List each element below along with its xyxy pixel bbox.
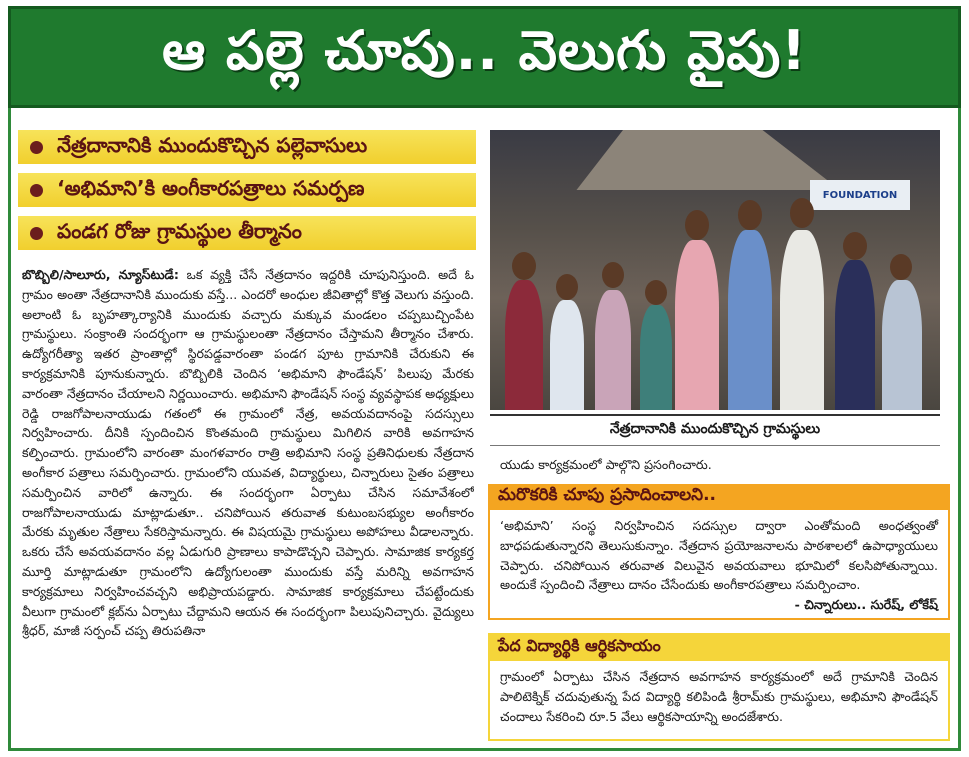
sidebar-heading-text: మరొకరికి చూపు ప్రసాదించాలని..	[498, 485, 716, 505]
person-head	[645, 280, 667, 305]
headline-banner	[8, 6, 961, 108]
sidebar-signature: - చిన్నారులు.. సురేష్, లోకేష్	[794, 597, 938, 613]
sidebar-heading-orange	[488, 484, 950, 510]
person-figure	[595, 290, 631, 410]
article-body-column	[22, 265, 474, 743]
person-figure	[675, 240, 719, 410]
photo-caption: నేత్రదానానికి ముందుకొచ్చిన గ్రామస్థులు	[490, 414, 940, 446]
person-figure	[882, 280, 922, 410]
person-head	[556, 274, 578, 300]
dateline: బొబ్బిలి/సాలూరు, న్యూస్‌టుడే:	[22, 267, 179, 282]
person-head	[512, 252, 536, 280]
person-head	[790, 198, 814, 228]
person-figure	[835, 260, 875, 410]
bullet-dot-icon	[30, 141, 43, 154]
person-figure	[728, 230, 772, 410]
person-figure	[640, 305, 672, 410]
bullet-item	[18, 216, 476, 250]
person-head	[602, 262, 624, 288]
person-head	[890, 254, 912, 280]
person-head	[685, 210, 709, 240]
bullet-item	[18, 173, 476, 207]
bullet-text: పండగ రోజు గ్రామస్థుల తీర్మానం	[57, 218, 302, 243]
article-paragraph	[22, 265, 474, 641]
person-figure	[505, 280, 543, 410]
building-roof	[530, 130, 840, 190]
foundation-sign: FOUNDATION	[810, 180, 910, 210]
news-photo	[490, 130, 940, 410]
bullet-text: ‘అభిమాని’కి అంగీకారపత్రాలు సమర్పణ	[57, 175, 365, 200]
sidebar-heading-yellow	[488, 633, 950, 661]
sidebar-heading-text: పేద విద్యార్థికి ఆర్థికసాయం	[498, 635, 661, 655]
person-figure	[780, 230, 824, 410]
person-head	[843, 232, 867, 260]
article-continued: యుడు కార్యక్రమంలో పాల్గొని ప్రసంగించారు.	[500, 457, 712, 472]
sidebar-body: గ్రామంలో ఏర్పాటు చేసిన నేత్రదాన అవగాహన కార్యక్రమంలో అదే గ్రామానికి చెందిన పాలిటెక్నిక్ చదువుతున్న పేద విద్యార్థి కలిపిండి శ్రీరామ్‌కు గ్రామస్థులు, అభిమాని ఫౌండేషన్ చందాలు సేకరించి రూ.5 వేలు ఆర్థికసాయాన్ని అందజేశారు.	[500, 669, 938, 724]
person-head	[738, 200, 762, 230]
bullet-list	[18, 130, 476, 259]
sidebar-body: ‘అభిమాని’ సంస్థ నిర్వహించిన సదస్సుల ద్వారా ఎంతోమంది అంధత్వంతో బాధపడుతున్నారని తెలుసుకున్నాం. నేత్రదాన ప్రయోజనాలను పాఠశాలలో ఉపాధ్యాయులు చెప్పారు. చనిపోయిన తరువాత విలువైన అవయవాలు భూమిలో కలసిపోతున్నాయి. అందుకే స్పందించి నేత్రాలు దానం చేసేందుకు అంగీకారపత్రాలు సమర్పించాం.	[500, 518, 938, 593]
bullet-text: నేత్రదానానికి ముందుకొచ్చిన పల్లెవాసులు	[57, 132, 368, 157]
sidebar-box-yellow	[488, 661, 950, 741]
sidebar-box-orange	[488, 510, 950, 620]
bullet-item	[18, 130, 476, 164]
bullet-dot-icon	[30, 184, 43, 197]
headline: ఆ పల్లె చూపు.. వెలుగు వైపు!	[162, 18, 807, 82]
person-figure	[550, 300, 584, 410]
bullet-dot-icon	[30, 227, 43, 240]
article-body-text: ఒక వ్యక్తి చేసే నేత్రదానం ఇద్దరికి చూపునిస్తుంది. అదే ఓ గ్రామం అంతా నేత్రదానానికి ముందుకు వస్తే... ఎందరో అంధుల జీవితాల్లో కొత్త వెలుగు వస్తుంది. అలాంటి ఓ బృహత్కార్యానికి ముందుకు వచ్చారు మక్కువ మండలం చప్పబుచ్చింపేట గ్రామస్థులు. సంక్రాంతి సందర్భంగా ఆ గ్రామస్థులంతా నేత్రదానం చేస్తామని తీర్మానం చేశారు. ఉద్యోగరీత్యా ఇతర ప్రాంతాల్లో స్థిరపడ్డవారంతా పండగ పూట గ్రామానికి చేరుకుని ఈ కార్యక్రమానికి పూనుకున్నారు. బొబ్బిలికి చెందిన ‘అభిమాని ఫౌండేషన్’ పిలుపు మేరకు వారంతా నేత్రదానం చేయాలని నిర్ణయించారు. అభిమాని ఫౌండేషన్ సంస్థ వ్యవస్థాపక అధ్యక్షులు రెడ్డి రాజగోపాలనాయుడు గతంలో ఈ గ్రామంలో నేత్ర, అవయవదానంపై సదస్సులు నిర్వహించారు. దీనికి స్పందించిన కొంతమంది గ్రామస్థులు మిగిలిన వారికి అవగాహన కల్పించారు. గ్రామంలోని వారంతా మంగళవారం రాత్రి అభిమాని సంస్థ ప్రతినిధులకు నేత్రదాన అంగీకార పత్రాలు సమర్పించారు. గ్రామంలోని యువత, విద్యార్థులు, చిన్నారులు సైతం పత్రాలు సమర్పించిన వారిలో ఉన్నారు. ఈ సందర్భంగా ఏర్పాటు చేసిన సమావేశంలో రాజగోపాలనాయుడు మాట్లాడుతూ.. చనిపోయిన తరువాత కుటుంబసభ్యుల అంగీకారం మేరకు మృతుల నేత్రాలు సేకరిస్తామన్నారు. ఈ విషయమై గ్రామస్థులు అపోహలు వీడాలన్నారు. ఒకరు చేసే అవయవదానం వల్ల ఏడుగురి ప్రాణాలు కాపాడొచ్చని చెప్పారు. సామాజిక కార్యకర్త మూర్తి మాట్లాడుతూ గ్రామంలోని ఉద్యోగులంతా ముందుకు వస్తే మరిన్ని అవగాహన కార్యక్రమాలు నిర్వహించవచ్చని అభిప్రాయపడ్డారు. సామాజిక కార్యక్రమాలు చేపట్టేందుకు వీలుగా గ్రామంలో క్లబ్‌ను ఏర్పాటు చేద్దామని ఆయన ఈ సందర్భంగా పిలుపునిచ్చారు. వైద్యులు శ్రీధర్, మాజీ సర్పంచ్ చప్ప తిరుపతినా	[22, 267, 474, 639]
